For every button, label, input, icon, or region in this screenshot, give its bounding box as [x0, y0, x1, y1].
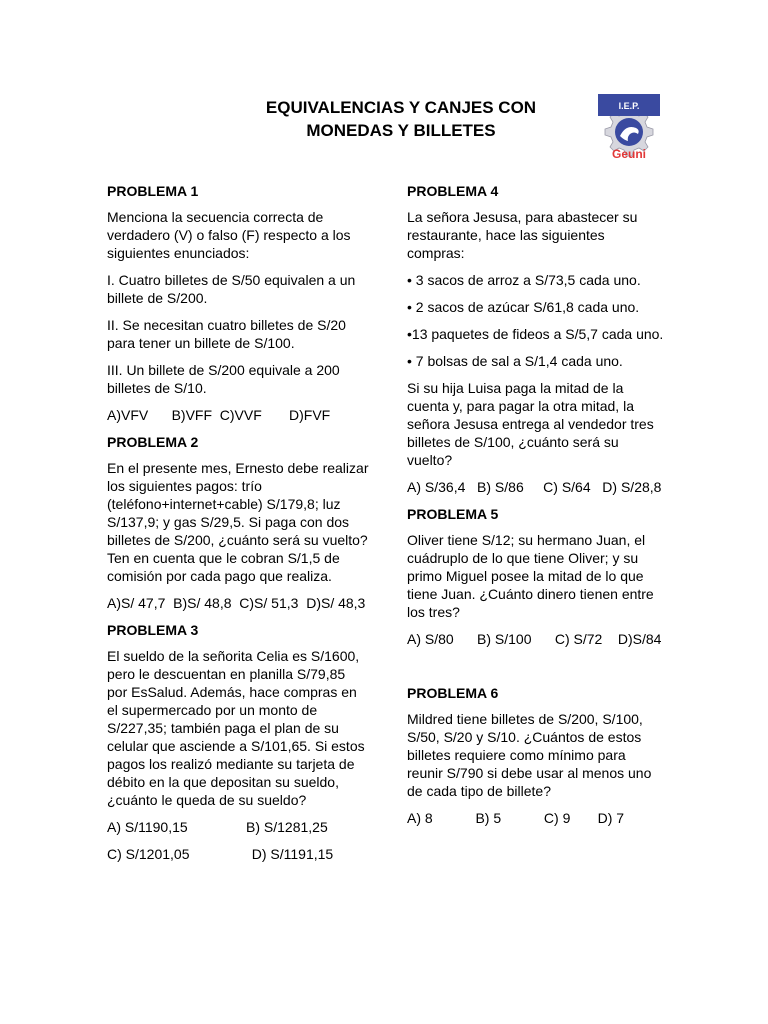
logo-brand-text: Geuni [611, 147, 647, 161]
answer-options: A) S/36,4 B) S/86 C) S/64 D) S/28,8 [407, 479, 662, 495]
problem-heading: PROBLEMA 3 [107, 622, 199, 638]
problem-6 [407, 684, 665, 827]
problem-5 [407, 505, 665, 648]
problem-heading: PROBLEMA 6 [407, 685, 499, 701]
problem-question: Si su hija Luisa paga la mitad de la cuenta y, para pagar la otra mitad, la señora Jesusa entrega al vendedor tres billetes de S/100, ¿cuánto será su vuelto? [407, 380, 654, 468]
answer-options: C) S/1201,05 D) S/1191,15 [107, 846, 334, 862]
document-title [200, 96, 602, 142]
problem-heading: PROBLEMA 1 [107, 183, 199, 199]
problem-text: Oliver tiene S/12; su hermano Juan, el cuádruplo de lo que tiene Oliver; y su primo Miguel posee la mitad de lo que tiene Juan. ¿Cuánto dinero tienen entre los tres? [407, 532, 654, 620]
statement-iii: III. Un billete de S/200 equivale a 200 billetes de S/10. [107, 362, 340, 396]
answer-options: A) S/1190,15 B) S/1281,25 [107, 819, 328, 835]
problem-3 [107, 621, 369, 863]
answer-options: A) 8 B) 5 C) 9 D) 7 [407, 810, 625, 826]
spacer [407, 657, 665, 684]
title-line-2: MONEDAS Y BILLETES [306, 121, 496, 140]
answer-options: A)S/ 47,7 B)S/ 48,8 C)S/ 51,3 D)S/ 48,3 [107, 595, 366, 611]
problem-text: El sueldo de la señorita Celia es S/1600, pero le descuentan en planilla S/79,85 por EsSalud. Además, hace compras en el supermercado por un monto de S/227,35; también paga el plan de su celular que asciende a S/101,65. Si estos pagos los realizó mediante su tarjeta de débito en la que depositan su sueldo, ¿cuánto le queda de su sueldo? [107, 648, 365, 808]
list-item: • 3 sacos de arroz a S/73,5 cada uno. [407, 272, 641, 288]
list-item: • 2 sacos de azúcar S/61,8 cada uno. [407, 299, 640, 315]
logo-top-text: I.E.P. [618, 101, 640, 111]
answer-options: A)VFV B)VFF C)VVF D)FVF [107, 407, 331, 423]
problem-4 [407, 182, 665, 496]
problem-text: Mildred tiene billetes de S/200, S/100, S/50, S/20 y S/10. ¿Cuántos de estos billetes requiere como mínimo para reunir S/790 si debe usar al menos uno de cada tipo de billete? [407, 711, 652, 799]
problem-text: Menciona la secuencia correcta de verdadero (V) o falso (F) respecto a los siguientes enunciados: [107, 209, 351, 261]
school-logo [596, 92, 662, 170]
statement-i: I. Cuatro billetes de S/50 equivalen a un billete de S/200. [107, 272, 356, 306]
problem-text: La señora Jesusa, para abastecer su restaurante, hace las siguientes compras: [407, 209, 638, 261]
problem-text: En el presente mes, Ernesto debe realizar los siguientes pagos: trío (teléfono+internet+cable) S/179,8; luz S/137,9; y gas S/29,5. Si paga con dos billetes de S/200, ¿cuánto será su vuelto? Ten en cuenta que le cobran S/1,5 de comisión por cada pago que realiza. [107, 460, 369, 584]
title-line-1: EQUIVALENCIAS Y CANJES CON [265, 98, 537, 117]
problem-2 [107, 433, 369, 612]
statement-ii: II. Se necesitan cuatro billetes de S/20 para tener un billete de S/100. [107, 317, 346, 351]
left-column [107, 182, 369, 872]
list-item: • 7 bolsas de sal a S/1,4 cada uno. [407, 353, 623, 369]
answer-options: A) S/80 B) S/100 C) S/72 D)S/84 [407, 631, 662, 647]
right-column [407, 182, 665, 836]
problem-1 [107, 182, 369, 424]
problem-heading: PROBLEMA 2 [107, 434, 199, 450]
problem-heading: PROBLEMA 4 [407, 183, 499, 199]
problem-heading: PROBLEMA 5 [407, 506, 499, 522]
list-item: •13 paquetes de fideos a S/5,7 cada uno. [407, 326, 664, 342]
